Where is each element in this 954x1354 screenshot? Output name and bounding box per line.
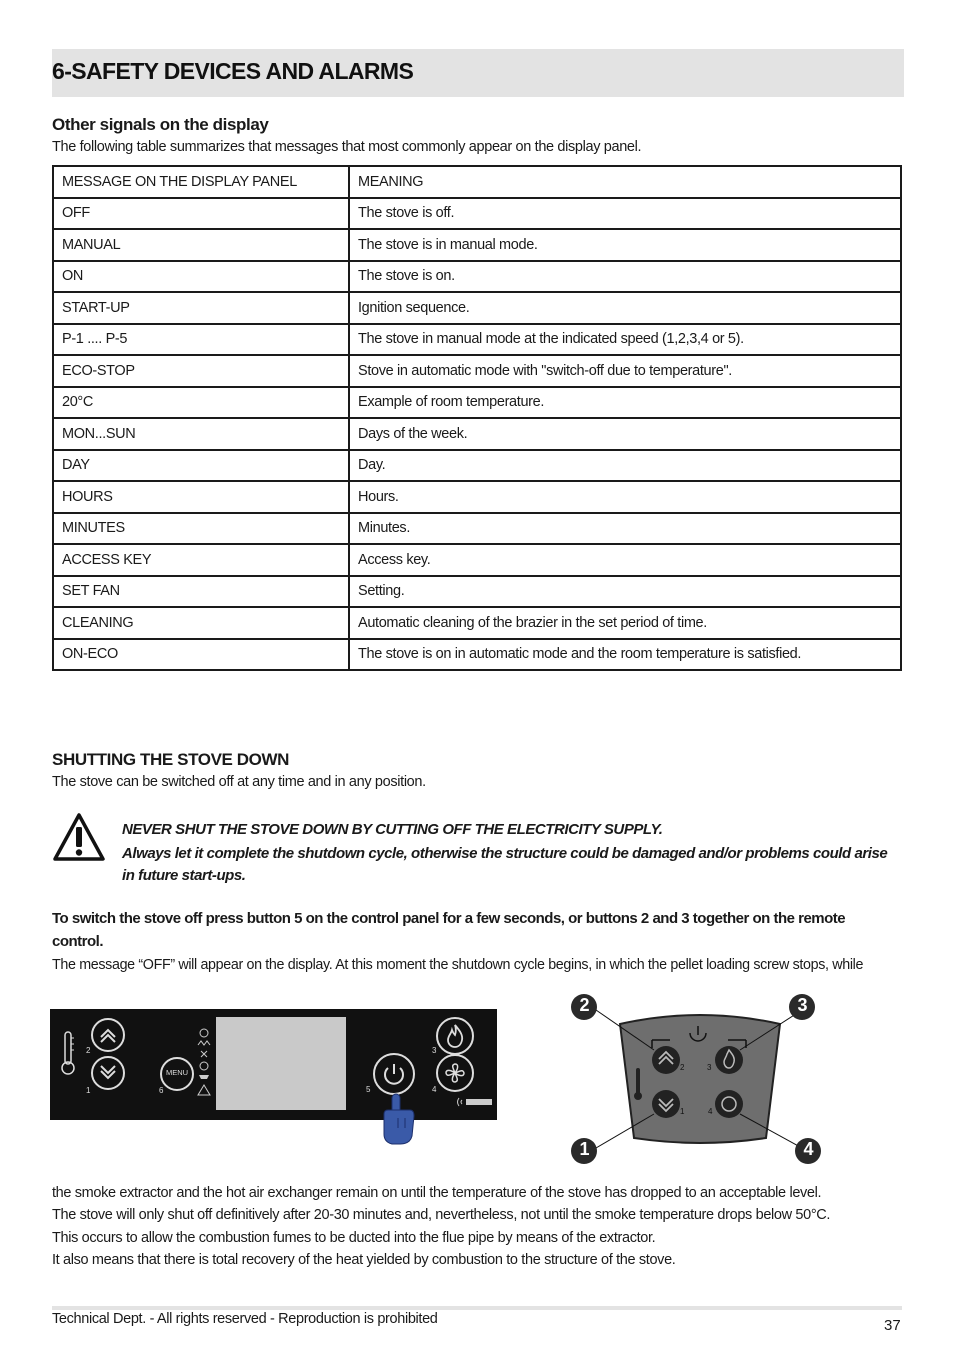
meaning-cell: Days of the week. <box>349 418 901 450</box>
panel-power-number: 5 <box>366 1085 371 1094</box>
meaning-cell: Stove in automatic mode with "switch-off due to temperature". <box>349 355 901 387</box>
remote-up-number: 2 <box>680 1063 685 1072</box>
table-row <box>53 292 901 324</box>
meaning-cell: The stove in manual mode at the indicated speed (1,2,3,4 or 5). <box>349 324 901 356</box>
message-cell: SET FAN <box>53 576 349 608</box>
meaning-cell: Ignition sequence. <box>349 292 901 324</box>
message-cell: P-1 .... P-5 <box>53 324 349 356</box>
panel-menu-number: 6 <box>159 1086 164 1095</box>
table-row <box>53 481 901 513</box>
instruction-line-2: control. <box>52 933 103 950</box>
message-cell: CLEANING <box>53 607 349 639</box>
message-cell: MON...SUN <box>53 418 349 450</box>
menu-label: MENU <box>165 1068 189 1077</box>
table-row <box>53 639 901 671</box>
message-cell: OFF <box>53 198 349 230</box>
meaning-cell: Example of room temperature. <box>349 387 901 419</box>
double-chevron-up-icon <box>93 1020 123 1050</box>
message-cell: DAY <box>53 450 349 482</box>
callout-3-label: 3 <box>797 995 808 1015</box>
footer-rule <box>52 1306 902 1310</box>
table-row <box>53 576 901 608</box>
message-cell: HOURS <box>53 481 349 513</box>
shutdown-intro: The stove can be switched off at any time and in any position. <box>52 774 426 790</box>
column-header-meaning: MEANING <box>349 166 901 198</box>
callout-1-label: 1 <box>579 1139 590 1159</box>
remote-down-number: 1 <box>680 1107 685 1116</box>
signals-intro: The following table summarizes that messages that most commonly appear on the display panel. <box>52 139 642 155</box>
fan-icon <box>438 1056 472 1090</box>
message-cell: MANUAL <box>53 229 349 261</box>
remote-flame-number: 3 <box>707 1063 712 1072</box>
remote-down-button <box>652 1090 680 1118</box>
table-row <box>53 261 901 293</box>
warning-line-2: Always let it complete the shutdown cycle, otherwise the structure could be damaged and/or problems could arise <box>122 845 888 862</box>
remote-control-illustration <box>560 988 825 1168</box>
panel-down-number: 1 <box>86 1086 91 1095</box>
panel-up-number: 2 <box>86 1046 91 1055</box>
signals-table <box>52 165 902 671</box>
remote-body <box>620 1015 780 1143</box>
panel-flame-button[interactable] <box>436 1017 474 1055</box>
table-header-row <box>53 166 901 198</box>
panel-flame-number: 3 <box>432 1046 437 1055</box>
message-cell: ON-ECO <box>53 639 349 671</box>
message-cell: 20°C <box>53 387 349 419</box>
meaning-cell: Day. <box>349 450 901 482</box>
remote-fan-button <box>715 1090 743 1118</box>
table-row <box>53 607 901 639</box>
status-icons-column <box>196 1027 212 1097</box>
table-row <box>53 513 901 545</box>
thermometer-icon <box>58 1030 78 1076</box>
meaning-cell: The stove is in manual mode. <box>349 229 901 261</box>
meaning-cell: Access key. <box>349 544 901 576</box>
signals-heading: Other signals on the display <box>52 115 269 134</box>
panel-fan-number: 4 <box>432 1085 437 1094</box>
table-row <box>53 229 901 261</box>
panel-power-button[interactable] <box>373 1053 415 1095</box>
message-cell: ECO-STOP <box>53 355 349 387</box>
remote-fan-number: 4 <box>708 1107 713 1116</box>
remote-up-button <box>652 1046 680 1074</box>
callout-4-label: 4 <box>803 1139 814 1159</box>
power-icon <box>375 1055 413 1093</box>
callout-2-label: 2 <box>579 995 590 1015</box>
body-line-1: The message “OFF” will appear on the display. At this moment the shutdown cycle begins, in which the pellet loading screw stops, while <box>52 957 864 973</box>
warning-line-1: NEVER SHUT THE STOVE DOWN BY CUTTING OFF THE ELECTRICITY SUPPLY. <box>122 821 663 838</box>
table-row <box>53 324 901 356</box>
remote-flame-button <box>715 1046 743 1074</box>
body-line-4: This occurs to allow the combustion fumes to be ducted into the flue pipe by means of the extractor. <box>52 1230 656 1246</box>
double-chevron-down-icon <box>93 1058 123 1088</box>
page-number: 37 <box>884 1317 901 1334</box>
body-line-5: It also means that there is total recovery of the heat yielded by combustion to the structure of the stove. <box>52 1252 676 1268</box>
panel-menu-button[interactable] <box>160 1057 194 1091</box>
meaning-cell: The stove is off. <box>349 198 901 230</box>
pressing-hand-icon <box>380 1092 416 1146</box>
panel-up-button[interactable] <box>91 1018 125 1052</box>
table-row <box>53 544 901 576</box>
meaning-cell: The stove is on. <box>349 261 901 293</box>
section-title: 6-SAFETY DEVICES AND ALARMS <box>52 58 414 84</box>
footer-text: Technical Dept. - All rights reserved - Reproduction is prohibited <box>52 1311 438 1327</box>
body-line-2: the smoke extractor and the hot air exchanger remain on until the temperature of the stove has dropped to an acceptable level. <box>52 1185 822 1201</box>
wireless-signal-icon <box>456 1096 494 1108</box>
message-cell: START-UP <box>53 292 349 324</box>
message-cell: MINUTES <box>53 513 349 545</box>
warning-line-3: in future start-ups. <box>122 867 246 884</box>
panel-down-button[interactable] <box>91 1056 125 1090</box>
table-row <box>53 198 901 230</box>
shutdown-heading: SHUTTING THE STOVE DOWN <box>52 750 289 769</box>
meaning-cell: Setting. <box>349 576 901 608</box>
body-line-3: The stove will only shut off definitively after 20-30 minutes and, nevertheless, not until the smoke temperature drops below 50°C. <box>52 1207 831 1223</box>
instruction-line-1: To switch the stove off press button 5 on the control panel for a few seconds, or buttons 2 and 3 together on the remote <box>52 910 846 927</box>
message-cell: ON <box>53 261 349 293</box>
meaning-cell: Automatic cleaning of the brazier in the set period of time. <box>349 607 901 639</box>
table-row <box>53 355 901 387</box>
column-header-message: MESSAGE ON THE DISPLAY PANEL <box>53 166 349 198</box>
message-cell: ACCESS KEY <box>53 544 349 576</box>
meaning-cell: Minutes. <box>349 513 901 545</box>
flame-icon <box>438 1019 472 1053</box>
panel-fan-button[interactable] <box>436 1054 474 1092</box>
table-row <box>53 450 901 482</box>
lcd-display <box>216 1017 346 1110</box>
meaning-cell: Hours. <box>349 481 901 513</box>
table-row <box>53 387 901 419</box>
warning-triangle-icon <box>52 812 106 862</box>
table-row <box>53 418 901 450</box>
meaning-cell: The stove is on in automatic mode and the room temperature is satisfied. <box>349 639 901 671</box>
